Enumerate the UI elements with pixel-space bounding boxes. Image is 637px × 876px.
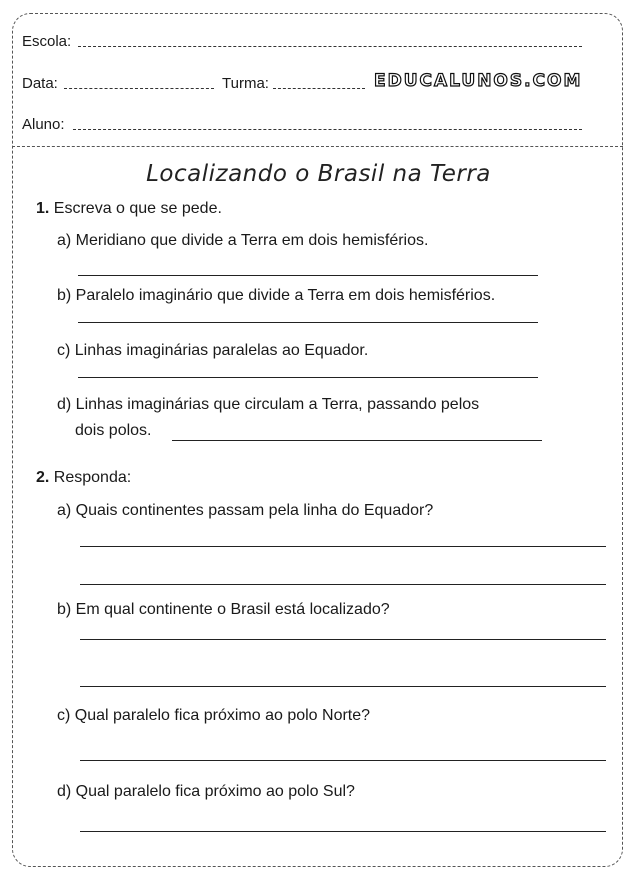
question-1d-continued: dois polos. — [75, 422, 152, 439]
class-field[interactable] — [273, 88, 365, 89]
question-2a: a) Quais continentes passam pela linha do Equador? — [57, 502, 434, 519]
date-label: Data: — [22, 75, 58, 92]
date-field[interactable] — [64, 88, 214, 89]
answer-line-2b-2[interactable] — [80, 686, 606, 687]
student-label: Aluno: — [22, 116, 65, 133]
section2-number: 2. — [36, 469, 50, 486]
answer-line-1a[interactable] — [78, 275, 538, 276]
answer-line-2b-1[interactable] — [80, 639, 606, 640]
header-separator — [12, 146, 623, 147]
answer-line-2c[interactable] — [80, 760, 606, 761]
school-field[interactable] — [78, 46, 582, 47]
class-label: Turma: — [222, 75, 269, 92]
page-title: Localizando o Brasil na Terra — [146, 161, 491, 187]
section1-number: 1. — [36, 200, 50, 217]
answer-line-2d[interactable] — [80, 831, 606, 832]
section1-instruction: Escreva o que se pede. — [53, 200, 222, 217]
question-1c: c) Linhas imaginárias paralelas ao Equador. — [57, 342, 369, 359]
answer-line-1d[interactable] — [172, 440, 542, 441]
answer-line-1c[interactable] — [78, 377, 538, 378]
question-1b: b) Paralelo imaginário que divide a Terra em dois hemisférios. — [57, 287, 496, 304]
brand-logo: EDUCALUNOS.COM — [374, 71, 583, 91]
question-1d: d) Linhas imaginárias que circulam a Terra, passando pelos — [57, 396, 480, 413]
section2-instruction: Responda: — [53, 469, 132, 486]
answer-line-2a-1[interactable] — [80, 546, 606, 547]
question-2b: b) Em qual continente o Brasil está localizado? — [57, 601, 390, 618]
section2-heading — [36, 469, 131, 487]
answer-line-2a-2[interactable] — [80, 584, 606, 585]
student-field[interactable] — [73, 129, 582, 130]
question-2c: c) Qual paralelo fica próximo ao polo Norte? — [57, 707, 371, 724]
question-1a: a) Meridiano que divide a Terra em dois hemisférios. — [57, 232, 429, 249]
school-label: Escola: — [22, 33, 72, 50]
question-2d: d) Qual paralelo fica próximo ao polo Sul? — [57, 783, 355, 800]
answer-line-1b[interactable] — [78, 322, 538, 323]
section1-heading — [36, 200, 222, 218]
